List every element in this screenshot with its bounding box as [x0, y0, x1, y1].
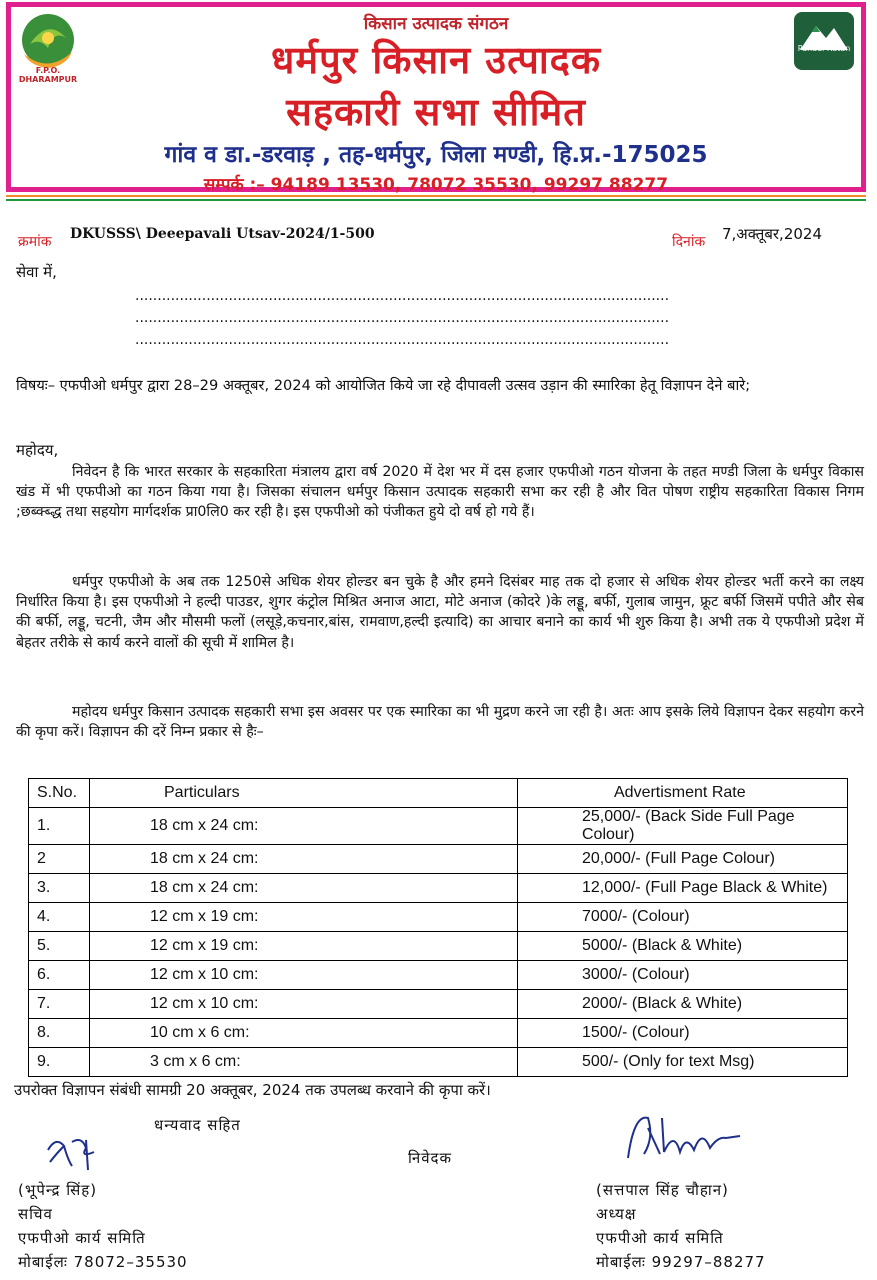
table-row	[29, 874, 848, 903]
date-label: दिनांक	[672, 234, 706, 250]
ref-number: DKUSSS\ Deeepavali Utsav-2024/1-500	[70, 226, 375, 242]
letterhead	[6, 2, 866, 195]
ref-label: क्रमांक	[18, 234, 52, 250]
row-rate: 25,000/- (Back Side Full Page Colour)	[518, 808, 848, 845]
body-paragraph: निवेदन है कि भारत सरकार के सहकारिता मंत्रालय द्वारा वर्ष 2020 में देश भर में दस हजार एफपीओ गठन योजना के तहत मण्डी जिला के धर्मपुर विकास खंड में भी एफपीओ का गठन किया गया है। जिसका संचालन धर्मपुर किसान उत्पादक सहकारी सभा कर रही है और वित पोषण राष्ट्रीय सहकारिता विकास निगम ;छब्क्ब्द्ध तथा सहयोग मार्गदर्शक प्रा0लि0 कर रही है। इस एफपीओ को पंजीकत हुये दो वर्ष हो गये हैं।	[16, 464, 864, 521]
pahadi-ratan-caption: Pahadi Ratan	[797, 44, 851, 53]
secretary-signature-icon	[42, 1132, 112, 1176]
row-size: 12 cm x 19 cm:	[90, 932, 518, 961]
thanks: धन्यवाद सहित	[154, 1116, 241, 1134]
header-particulars: Particulars	[90, 779, 518, 808]
fpo-logo-caption: F.P.O. DHARAMPUR	[18, 66, 78, 84]
row-rate: 1500/- (Colour)	[518, 1019, 848, 1048]
signatory-secretary	[18, 1178, 188, 1274]
row-sno: 8.	[29, 1019, 90, 1048]
header-sno: S.No.	[29, 779, 90, 808]
table-row	[29, 961, 848, 990]
row-sno: 7.	[29, 990, 90, 1019]
row-sno: 5.	[29, 932, 90, 961]
row-sno: 4.	[29, 903, 90, 932]
tricolor-divider	[6, 195, 866, 201]
row-rate: 5000/- (Black & White)	[518, 932, 848, 961]
table-row	[29, 1019, 848, 1048]
president-designation: अध्यक्ष	[596, 1205, 637, 1223]
signatory-president	[596, 1178, 766, 1274]
president-signature-icon	[620, 1108, 750, 1166]
row-size: 10 cm x 6 cm:	[90, 1019, 518, 1048]
row-rate: 20,000/- (Full Page Colour)	[518, 845, 848, 874]
table-row	[29, 903, 848, 932]
rate-table	[28, 778, 848, 1077]
table-row	[29, 990, 848, 1019]
address-line: ........................................................................................................................	[135, 310, 670, 326]
to-label: सेवा में,	[16, 263, 57, 281]
org-address: गांव व डा.-डरवाड़ , तह-धर्मपुर, जिला मण्डी, हि.प्र.-175025	[164, 142, 708, 168]
address-line: ........................................................................................................................	[135, 288, 670, 304]
address-line: ........................................................................................................................	[135, 332, 670, 348]
president-committee: एफपीओ कार्य समिति	[596, 1229, 724, 1247]
table-row	[29, 932, 848, 961]
row-sno: 1.	[29, 808, 90, 845]
row-size: 12 cm x 10 cm:	[90, 990, 518, 1019]
table-row	[29, 808, 848, 845]
pahadi-ratan-logo-icon	[792, 10, 856, 72]
row-size: 12 cm x 10 cm:	[90, 961, 518, 990]
row-sno: 6.	[29, 961, 90, 990]
letter-date: 7,अक्तूबर,2024	[722, 225, 823, 243]
secretary-name: (भूपेन्द्र सिंह)	[18, 1181, 98, 1199]
row-rate: 2000/- (Black & White)	[518, 990, 848, 1019]
body-paragraph: धर्मपुर एफपीओ के अब तक 1250से अधिक शेयर होल्डर बन चुके है और हमने दिसंबर माह तक दो हजार से अधिक शेयर होल्डर भर्ती करने का लक्ष्य निर्धारित किया है। इस एफपीओ ने हल्दी पाउडर, शुगर कंट्रोल मिश्रित अनाज आटा, मोटे अनाज (कोदरे )के लड्डू, बर्फी, गुलाब जामुन, फ्रूट बर्फी जिसमें पपीते और सेब की बर्फी, लड्डू, चटनी, जैम और मौसमी फलों (लसूड़े,कचनार,बांस, रामवाण,हल्दी इत्यादि) का आचार बनाने का कार्य भी शुरु किया है। अभी तक ये एफपीओ प्रदेश में बेहतर तरीके से कार्य करने वालों की सूची में शामिल है।	[16, 574, 864, 651]
org-contact: सम्पर्क :– 94189 13530, 78072 35530, 99297 88277	[203, 175, 669, 195]
row-size: 18 cm x 24 cm:	[90, 845, 518, 874]
org-name-line2: सहकारी सभा सीमित	[286, 90, 586, 134]
secretary-mobile: मोबाईलः 78072–35530	[18, 1253, 188, 1271]
row-sno: 3.	[29, 874, 90, 903]
row-size: 3 cm x 6 cm:	[90, 1048, 518, 1077]
table-row	[29, 1048, 848, 1077]
row-size: 12 cm x 19 cm:	[90, 903, 518, 932]
row-rate: 500/- (Only for text Msg)	[518, 1048, 848, 1077]
row-rate: 12,000/- (Full Page Black & White)	[518, 874, 848, 903]
subject: विषयः– एफपीओ धर्मपुर द्वारा 28–29 अक्तूबर, 2024 को आयोजित किये जा रहे दीपावली उत्सव उड़ान की स्मारिका हेतू विज्ञापन देने बारे;	[16, 377, 751, 394]
body-paragraph: महोदय धर्मपुर किसान उत्पादक सहकारी सभा इस अवसर पर एक स्मारिका का भी मुद्रण करने जा रही है। अतः आप इसके लिये विज्ञापन देकर सहयोग करने की कृपा करें। विज्ञापन की दरें निम्न प्रकार से हैः–	[16, 704, 864, 741]
row-sno: 9.	[29, 1048, 90, 1077]
nivedak-label: निवेदक	[408, 1149, 453, 1167]
row-rate: 7000/- (Colour)	[518, 903, 848, 932]
table-header-row	[29, 779, 848, 808]
secretary-committee: एफपीओ कार्य समिति	[18, 1229, 146, 1247]
org-tagline: किसान उत्पादक संगठन	[363, 14, 509, 34]
row-rate: 3000/- (Colour)	[518, 961, 848, 990]
secretary-designation: सचिव	[18, 1205, 53, 1223]
table-row	[29, 845, 848, 874]
closing-note: उपरोक्त विज्ञापन संबंधी सामग्री 20 अक्तूबर, 2024 तक उपलब्ध करवाने की कृपा करें।	[14, 1081, 491, 1099]
org-name-line1: धर्मपुर किसान उत्पादक	[270, 38, 602, 82]
president-mobile: मोबाईलः 99297–88277	[596, 1253, 766, 1271]
header-rate: Advertisment Rate	[518, 779, 848, 808]
president-name: (सत्तपाल सिंह चौहान)	[596, 1181, 729, 1199]
row-size: 18 cm x 24 cm:	[90, 808, 518, 845]
row-sno: 2	[29, 845, 90, 874]
row-size: 18 cm x 24 cm:	[90, 874, 518, 903]
salutation: महोदय,	[16, 441, 59, 459]
